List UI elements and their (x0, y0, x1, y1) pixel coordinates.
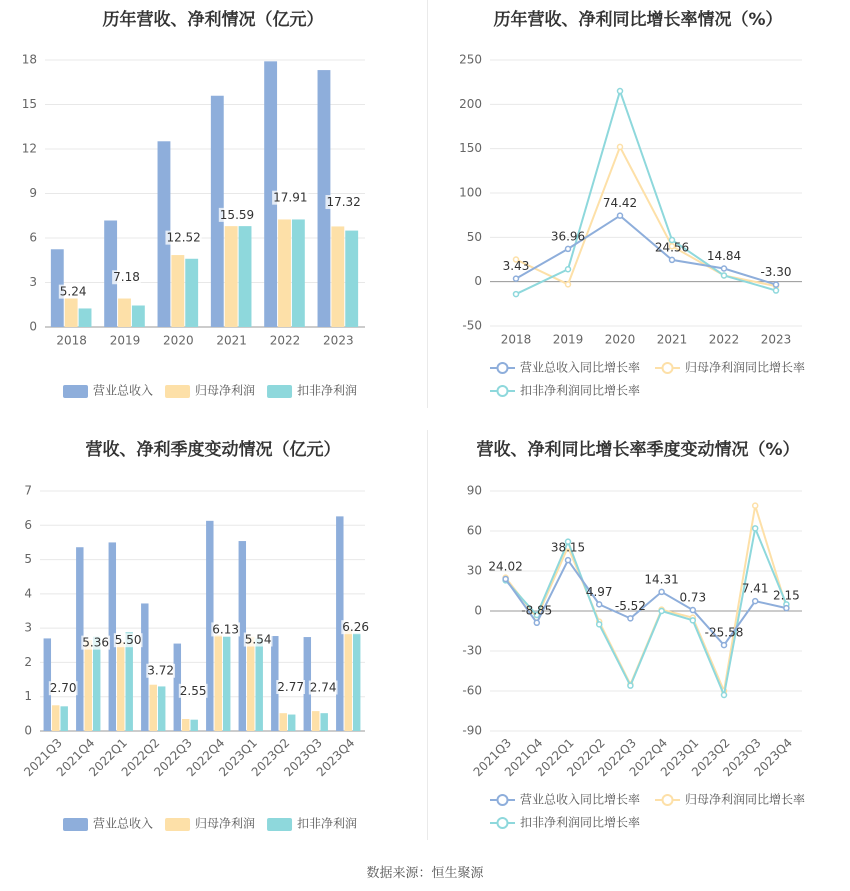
series-point-3 (690, 618, 695, 623)
series-point-1 (774, 282, 779, 287)
bar-3 (132, 305, 145, 327)
x-tick-label: 2023Q2 (248, 735, 293, 780)
y-tick-label: 60 (466, 523, 482, 538)
legend-marker (498, 386, 508, 396)
x-tick-label: 2023Q4 (313, 735, 358, 780)
data-label: -3.30 (760, 265, 792, 280)
legend-marker (663, 795, 673, 805)
series-point-1 (722, 643, 727, 648)
x-tick-label: 2022Q2 (564, 735, 608, 780)
data-label: 7.41 (741, 581, 769, 596)
x-tick-label: 2022Q3 (595, 735, 639, 780)
data-label: -25.58 (704, 625, 744, 640)
series-point-3 (774, 288, 779, 293)
y-tick-label: 250 (459, 52, 482, 67)
data-label: 14.31 (644, 572, 679, 587)
y-tick-label: 1 (24, 689, 32, 704)
y-tick-label: 3 (29, 275, 37, 289)
series-point-3 (722, 693, 727, 698)
series-point-2 (618, 144, 623, 149)
legend-swatch (267, 385, 292, 398)
bar-2 (345, 630, 352, 731)
x-tick-label: 2022 (269, 333, 301, 348)
y-tick-label: 0 (474, 274, 482, 289)
bar-2 (331, 226, 344, 327)
legend-marker (498, 818, 508, 828)
y-tick-label: 50 (466, 229, 482, 244)
bar-3 (345, 231, 358, 327)
series-point-1 (670, 257, 675, 262)
series-point-1 (597, 602, 602, 607)
bar-2 (215, 635, 222, 731)
series-point-2 (753, 503, 758, 508)
bar-3 (93, 637, 100, 731)
y-tick-label: -30 (462, 643, 482, 658)
bar-2 (65, 298, 78, 327)
y-tick-label: -60 (462, 683, 482, 698)
chart-title: 历年营收、净利情况（亿元） (102, 10, 324, 30)
x-tick-label: 2021Q4 (501, 735, 546, 780)
series-point-1 (753, 599, 758, 604)
bar-2 (280, 713, 287, 731)
y-tick-label: 9 (29, 186, 37, 200)
legend-swatch (63, 818, 88, 831)
x-tick-label: 2023 (323, 333, 354, 348)
legend-swatch (165, 385, 190, 398)
bar-3 (190, 720, 197, 731)
x-tick-label: 2021Q3 (21, 735, 65, 780)
x-tick-label: 2020 (604, 332, 636, 347)
data-label: 17.91 (273, 190, 308, 205)
series-point-3 (618, 89, 623, 94)
data-label: 2.15 (773, 588, 800, 603)
x-tick-label: 2023Q1 (216, 735, 260, 780)
legend-swatch (165, 818, 190, 831)
legend-label: 归母净利润 (195, 383, 256, 398)
bar-2 (85, 640, 92, 731)
y-tick-label: 7 (24, 483, 32, 498)
series-point-1 (514, 276, 519, 281)
x-tick-label: 2021 (656, 332, 688, 347)
x-tick-label: 2022Q4 (626, 735, 671, 780)
data-label: 2.70 (49, 681, 77, 696)
series-point-1 (690, 608, 695, 613)
y-tick-label: 2 (24, 654, 32, 669)
legend-label: 扣非净利润同比增长率 (520, 383, 641, 398)
x-tick-label: 2019 (552, 332, 584, 347)
y-tick-label: 18 (21, 52, 37, 67)
y-tick-label: 0 (29, 319, 37, 334)
series-point-3 (753, 526, 758, 531)
bar-2 (182, 719, 189, 731)
y-tick-label: 12 (21, 141, 37, 156)
data-label: 0.73 (679, 590, 707, 605)
legend-label: 营业总收入同比增长率 (520, 360, 641, 375)
bar-3 (239, 226, 252, 327)
legend-label: 营业总收入同比增长率 (520, 792, 641, 807)
bar-2 (117, 642, 124, 731)
x-tick-label: 2023Q2 (689, 735, 733, 780)
data-label: 3.43 (502, 259, 530, 274)
bar-3 (353, 633, 360, 731)
x-tick-label: 2021Q4 (53, 735, 98, 780)
series-point-1 (659, 589, 664, 594)
legend-label: 归母净利润 (195, 816, 256, 831)
bar-2 (247, 637, 254, 731)
legend-label: 扣非净利润同比增长率 (520, 815, 641, 830)
bar-3 (320, 713, 327, 731)
y-tick-label: 0 (24, 723, 32, 738)
y-tick-label: 100 (459, 185, 482, 200)
chart-title: 营收、净利季度变动情况（亿元） (85, 440, 341, 460)
data-source-note: 数据来源：恒生聚源 (366, 866, 484, 881)
y-tick-label: 5 (24, 552, 32, 567)
x-tick-label: 2023 (760, 332, 792, 347)
data-label: 24.56 (654, 240, 690, 255)
bar-3 (255, 638, 262, 731)
y-tick-label: 3 (24, 620, 32, 635)
legend-swatch (63, 385, 88, 398)
bar-3 (288, 715, 295, 731)
bar-2 (278, 219, 291, 327)
chart-title: 营收、净利同比增长率季度变动情况（%） (476, 440, 800, 460)
data-label: 5.50 (114, 633, 142, 648)
series-point-3 (722, 273, 727, 278)
x-tick-label: 2018 (56, 333, 87, 348)
data-label: 74.42 (602, 196, 638, 211)
legend-label: 归母净利润同比增长率 (685, 360, 806, 375)
bar-3 (223, 637, 230, 731)
bar-3 (292, 219, 305, 327)
x-tick-label: 2022Q1 (533, 735, 577, 780)
y-tick-label: 150 (459, 141, 482, 156)
x-tick-label: 2021Q3 (470, 735, 515, 780)
y-tick-label: 30 (466, 563, 482, 578)
data-label: 12.52 (166, 230, 201, 245)
x-tick-label: 2019 (109, 333, 141, 348)
series-point-1 (722, 266, 727, 271)
x-tick-label: 2022Q1 (86, 735, 130, 780)
data-label: 2.55 (179, 683, 207, 698)
series-point-3 (628, 683, 633, 688)
data-label: 38.15 (550, 540, 586, 555)
data-label: -8.85 (521, 603, 553, 618)
data-label: 24.02 (488, 559, 523, 574)
data-label: 5.36 (82, 635, 110, 650)
x-tick-label: 2022Q3 (151, 735, 195, 780)
y-tick-label: 6 (24, 517, 32, 532)
y-tick-label: 6 (29, 230, 37, 245)
series-point-3 (566, 267, 571, 272)
bar-3 (79, 308, 92, 327)
data-label: 5.24 (59, 284, 87, 299)
data-label: -5.52 (614, 598, 646, 613)
y-tick-label: 4 (24, 586, 32, 601)
series-point-1 (618, 213, 623, 218)
x-tick-label: 2018 (500, 332, 532, 347)
series-point-3 (514, 292, 519, 297)
bar-2 (52, 705, 59, 731)
data-label: 2.77 (277, 680, 305, 695)
bar-2 (118, 299, 131, 327)
data-label: 36.96 (550, 229, 586, 244)
data-label: 4.97 (585, 584, 613, 599)
series-point-2 (566, 282, 571, 287)
data-label: 3.72 (147, 663, 175, 678)
data-label: 7.18 (113, 270, 140, 285)
data-label: 5.54 (244, 632, 272, 647)
chart-title: 历年营收、净利同比增长率情况（%） (493, 10, 783, 30)
series-point-1 (566, 246, 571, 251)
data-label: 2.74 (309, 680, 337, 695)
vertical-divider-bottom (427, 430, 428, 840)
series-point-1 (503, 576, 508, 581)
series-point-3 (597, 622, 602, 627)
legend-label: 扣非净利润 (297, 383, 358, 398)
bar-2 (150, 685, 157, 731)
y-tick-label: 15 (21, 97, 37, 111)
x-tick-label: 2023Q3 (720, 735, 764, 780)
bar-3 (185, 259, 198, 327)
legend-marker (498, 795, 508, 805)
data-label: 14.84 (706, 249, 742, 264)
x-tick-label: 2023Q4 (751, 735, 795, 780)
bar-2 (225, 226, 238, 327)
series-line-2 (506, 506, 787, 691)
data-label: 6.26 (342, 620, 370, 635)
y-tick-label: 0 (474, 603, 482, 618)
x-tick-label: 2022Q4 (183, 735, 228, 780)
y-tick-label: -90 (462, 723, 482, 738)
legend-marker (498, 363, 508, 373)
bar-2 (312, 711, 319, 731)
x-tick-label: 2022Q2 (118, 735, 163, 780)
y-tick-label: -50 (462, 318, 482, 333)
y-tick-label: 90 (466, 483, 482, 498)
x-tick-label: 2022 (708, 332, 740, 347)
data-label: 6.13 (212, 622, 240, 637)
bar-3 (158, 686, 165, 731)
series-point-1 (784, 606, 789, 611)
legend-label: 归母净利润同比增长率 (685, 792, 806, 807)
series-point-1 (566, 558, 571, 563)
x-tick-label: 2021 (216, 333, 247, 348)
x-tick-label: 2023Q3 (281, 735, 325, 780)
series-point-1 (534, 620, 539, 625)
legend-marker (663, 363, 673, 373)
x-tick-label: 2023Q1 (657, 735, 702, 780)
legend-swatch (267, 818, 292, 831)
legend-label: 扣非净利润 (297, 816, 358, 831)
data-label: 17.32 (326, 195, 361, 210)
vertical-divider-top (427, 0, 428, 408)
legend-label: 营业总收入 (93, 383, 154, 398)
y-tick-label: 200 (459, 96, 482, 111)
data-label: 15.59 (219, 207, 255, 222)
series-point-3 (659, 609, 664, 614)
legend-label: 营业总收入 (93, 816, 154, 831)
series-point-1 (628, 616, 633, 621)
x-tick-label: 2020 (163, 333, 194, 348)
bar-2 (171, 255, 184, 327)
bar-3 (60, 706, 67, 731)
